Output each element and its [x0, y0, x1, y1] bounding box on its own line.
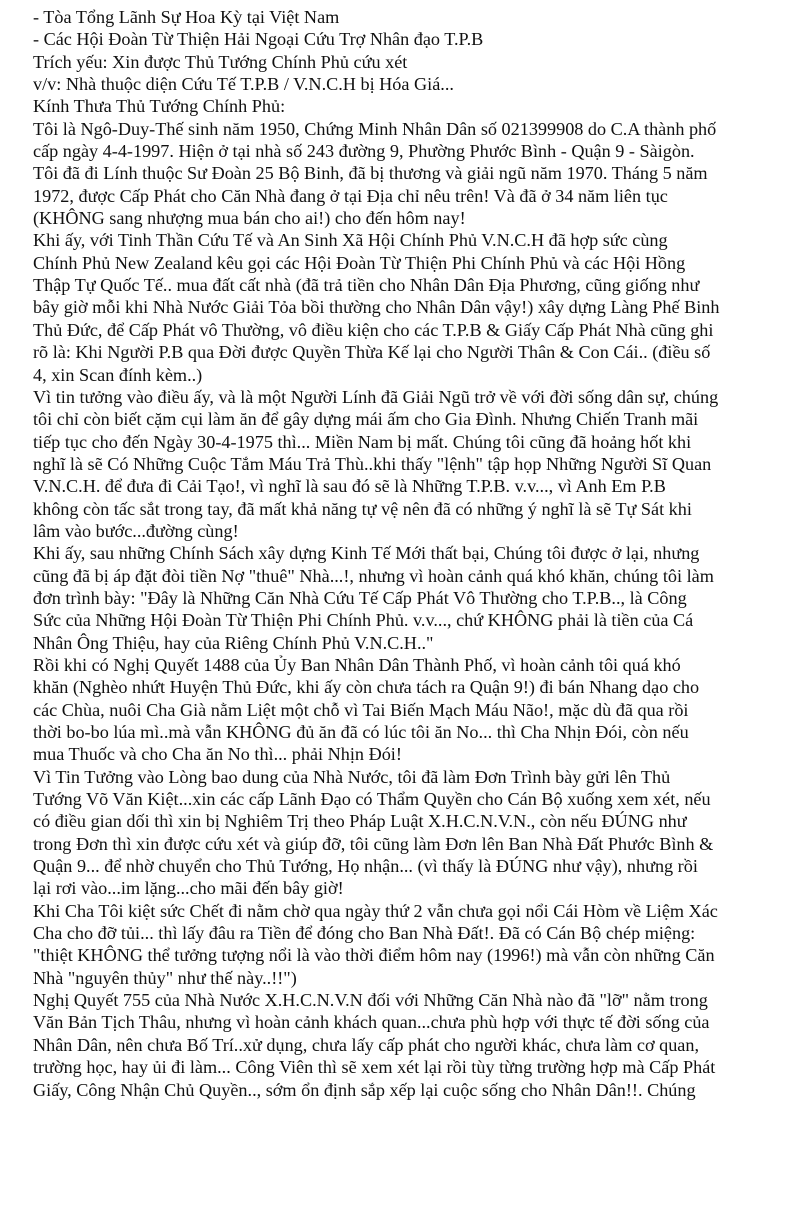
- text-line: Tướng Võ Văn Kiệt...xin các cấp Lãnh Đạo có Thẩm Quyền cho Cán Bộ xuống xem xét, nếu: [33, 789, 711, 810]
- text-line: "thiệt KHÔNG thể tưởng tượng nổi là vào thời điểm hôm nay (1996!) mà vẫn còn những Căn: [33, 945, 715, 966]
- text-line: không còn tấc sắt trong tay, đã mất khả năng tự vệ nên đã có những ý nghĩ là sẽ Tự Sát khi: [33, 498, 692, 519]
- text-line: 1972, được Cấp Phát cho Căn Nhà đang ở tại Địa chỉ nêu trên! Và đã ở 34 năm liên tục: [33, 185, 668, 206]
- text-line: nghĩ là sẽ Có Những Cuộc Tắm Máu Trả Thù..khi thấy "lệnh" tập họp Những Người Sĩ Quan: [33, 453, 712, 474]
- text-line: Vì tin tưởng vào điều ấy, và là một Người Lính đã Giải Ngũ trở về với đời sống dân sự, chúng: [33, 386, 719, 407]
- text-line: trường học, hay ủi đi làm... Công Viên thì sẽ xem xét lại rồi tùy từng trường hợp mà Cấp Phát: [33, 1057, 716, 1078]
- text-line: khăn (Nghèo nhứt Huyện Thủ Đức, khi ấy còn chưa tách ra Quận 9!) đi bán Nhang dạo cho: [33, 677, 700, 698]
- text-line: rõ là: Khi Người P.B qua Đời được Quyền Thừa Kế lại cho Người Thân & Con Cái.. (điều số: [33, 342, 711, 363]
- text-line: Văn Bản Tịch Thâu, nhưng vì hoàn cảnh khách quan...chưa phù hợp với thực tế đời sống của: [33, 1012, 710, 1033]
- text-line: Sức của Những Hội Đoàn Từ Thiện Phi Chính Phủ. v.v..., chứ KHÔNG phải là tiền của Cá: [33, 610, 694, 631]
- text-line: V.N.C.H. để đưa đi Cải Tạo!, vì nghĩ là sau đó sẽ là Những T.P.B. v.v..., vì Anh Em P.B: [33, 476, 666, 497]
- text-line: cũng đã bị áp đặt đòi tiền Nợ "thuê" Nhà...!, nhưng vì hoàn cảnh quá khó khăn, chúng tôi làm: [33, 565, 714, 586]
- text-line: thời bo-bo lúa mì..mà vẫn KHÔNG đủ ăn đã có lúc tôi ăn No... thì Cha Nhịn Đói, còn nếu: [33, 722, 689, 742]
- text-line: các Chùa, nuôi Cha Già nằm Liệt một chỗ vì Tai Biến Mạch Máu Não!, mặc dù đã qua rồi: [33, 699, 689, 720]
- text-line: tiếp tục cho đến Ngày 30-4-1975 thì... Miền Nam bị mất. Chúng tôi cũng đã hoảng hốt khi: [33, 431, 692, 452]
- text-line: v/v: Nhà thuộc diện Cứu Tế T.P.B / V.N.C.H bị Hóa Giá...: [33, 74, 454, 95]
- text-line: Chính Phủ New Zealand kêu gọi các Hội Đoàn Từ Thiện Phi Chính Phủ và các Hội Hồng: [33, 252, 686, 273]
- text-line: có điều gian dối thì xin bị Nghiêm Trị theo Pháp Luật X.H.C.N.V.N., còn nếu ĐÚNG như: [33, 811, 687, 832]
- text-line: tôi chỉ còn biết cặm cụi làm ăn để gây dựng mái ấm cho Gia Đình. Nhưng Chiến Tranh mãi: [33, 409, 699, 430]
- text-line: Nhân Ông Thiệu, hay của Riêng Chính Phủ V.N.C.H..": [33, 632, 434, 653]
- text-line: Trích yếu: Xin được Thủ Tướng Chính Phủ cứu xét: [33, 51, 408, 72]
- text-line: Tôi đã đi Lính thuộc Sư Đoàn 25 Bộ Binh, đã bị thương và giải ngũ năm 1970. Tháng 5 năm: [33, 163, 708, 184]
- text-line: Quận 9... để nhờ chuyển cho Thủ Tướng, Họ nhận... (vì thấy là ĐÚNG như vậy), nhưng rồi: [33, 856, 698, 877]
- text-line: Tôi là Ngô-Duy-Thế sinh năm 1950, Chứng Minh Nhân Dân số 021399908 do C.A thành phố: [33, 118, 717, 139]
- text-line: trong Đơn thì xin được cứu xét và giúp đỡ, tôi cũng làm Đơn lên Ban Nhà Đất Phước Bình &: [33, 833, 714, 854]
- text-line: - Các Hội Đoàn Từ Thiện Hải Ngoại Cứu Trợ Nhân đạo T.P.B: [33, 29, 484, 50]
- text-line: Kính Thưa Thủ Tướng Chính Phủ:: [33, 96, 286, 117]
- text-line: Giấy, Công Nhận Chủ Quyền.., sớm ổn định sắp xếp lại cuộc sống cho Nhân Dân!!. Chúng: [33, 1079, 696, 1100]
- text-line: Nhà "nguyên thủy" như thế này..!!"): [33, 967, 297, 988]
- text-line: lâm vào bước...đường cùng!: [33, 520, 239, 541]
- text-line: Thủ Đức, để Cấp Phát vô Thường, vô điều kiện cho các T.P.B & Giấy Cấp Phát Nhà cũng ghi: [33, 319, 714, 340]
- text-line: Nhân Dân, nên chưa Bố Trí..xử dụng, chưa lấy cấp phát cho người khác, chưa làm cơ quan,: [33, 1034, 700, 1055]
- letter-body: [33, 6, 793, 1101]
- text-line: (KHÔNG sang nhượng mua bán cho ai!) cho đến hôm nay!: [33, 208, 466, 229]
- text-line: Thập Tự Quốc Tế.. mua đất cất nhà (đã trả tiền cho Nhân Dân Địa Phương, cũng giống như: [33, 275, 700, 296]
- text-line: Khi ấy, sau những Chính Sách xây dựng Kinh Tế Mới thất bại, Chúng tôi được ở lại, nhưng: [33, 543, 700, 564]
- text-line: cấp ngày 4-4-1997. Hiện ở tại nhà số 243 đường 9, Phường Phước Bình - Quận 9 - Sàigòn.: [33, 141, 695, 162]
- text-line: - Tòa Tổng Lãnh Sự Hoa Kỳ tại Việt Nam: [33, 7, 340, 27]
- text-line: Rồi khi có Nghị Quyết 1488 của Ủy Ban Nhân Dân Thành Phố, vì hoàn cảnh tôi quá khó: [33, 654, 681, 675]
- text-line: bây giờ mỗi khi Nhà Nước Giải Tỏa bồi thường cho Nhân Dân vậy!) xây dựng Làng Phế Binh: [33, 297, 720, 318]
- text-line: đơn trình bày: "Đây là Những Căn Nhà Cứu Tế Cấp Phát Vô Thường cho T.P.B.., là Công: [33, 587, 687, 608]
- text-line: lại rơi vào...im lặng...cho mãi đến bây giờ!: [33, 878, 344, 899]
- text-line: Nghị Quyết 755 của Nhà Nước X.H.C.N.V.N đối với Những Căn Nhà nào đã "lỡ" nằm trong: [33, 990, 708, 1011]
- text-line: mua Thuốc và cho Cha ăn No thì... phải Nhịn Đói!: [33, 744, 402, 765]
- text-line: Cha cho đỡ tủi... thì lấy đâu ra Tiền để đóng cho Ban Nhà Đất!. Đã có Cán Bộ chép miệng:: [33, 923, 696, 944]
- text-line: Khi Cha Tôi kiệt sức Chết đi nằm chờ qua ngày thứ 2 vẫn chưa gọi nổi Cái Hòm về Liệm Xác: [33, 900, 718, 921]
- text-line: 4, xin Scan đính kèm..): [33, 364, 203, 385]
- text-line: Vì Tin Tưởng vào Lòng bao dung của Nhà Nước, tôi đã làm Đơn Trình bày gửi lên Thủ: [33, 766, 671, 787]
- text-line: Khi ấy, với Tinh Thần Cứu Tế và An Sinh Xã Hội Chính Phủ V.N.C.H đã hợp sức cùng: [33, 230, 668, 251]
